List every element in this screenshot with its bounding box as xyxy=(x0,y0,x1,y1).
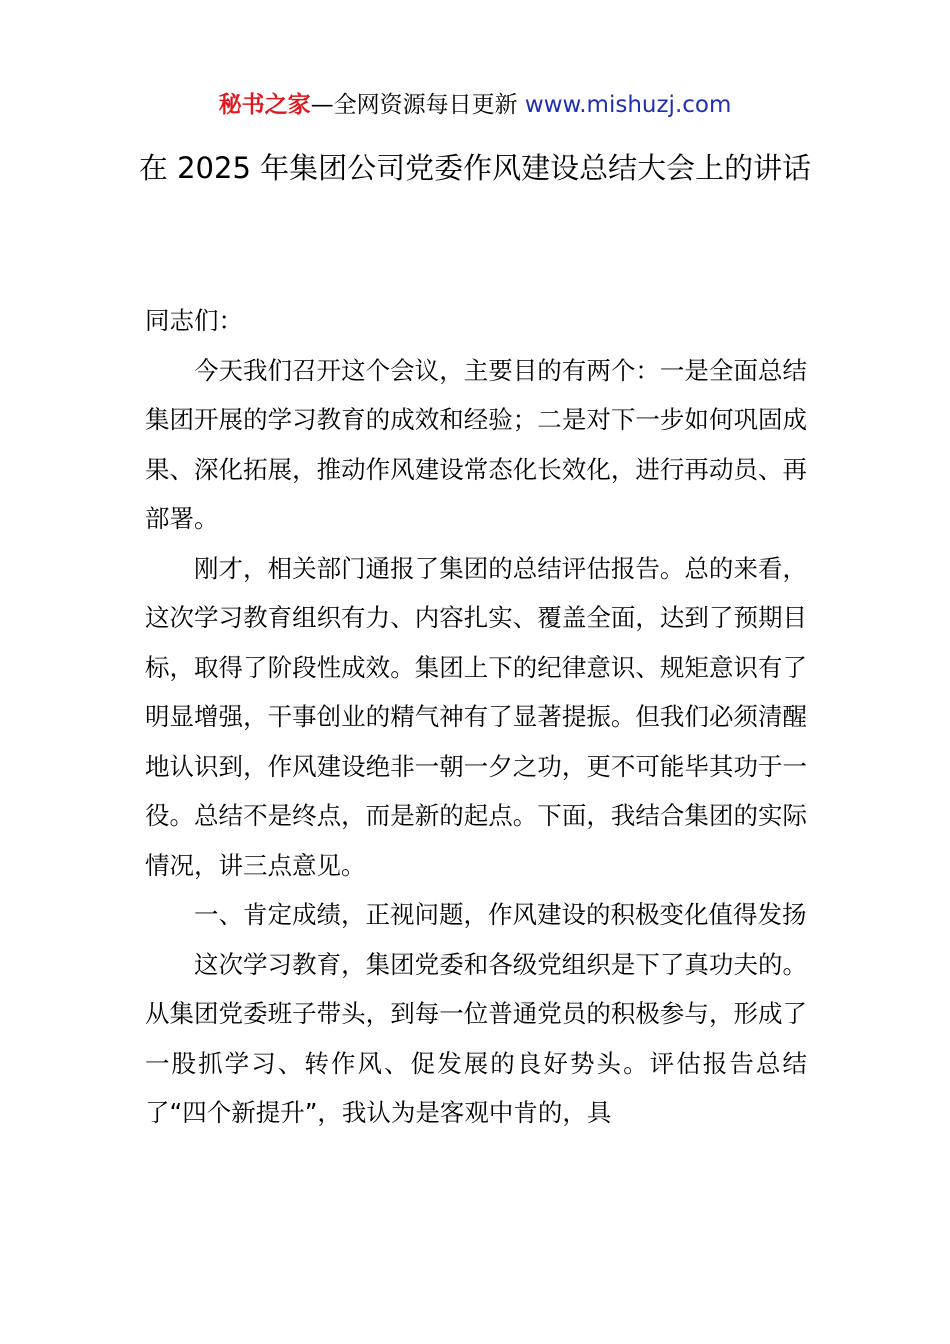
site-tagline: —全网资源每日更新 xyxy=(310,92,525,118)
salutation: 同志们： xyxy=(145,306,243,335)
section-heading-1: 一、肯定成绩，正视问题，作风建设的积极变化值得发扬 xyxy=(194,900,807,929)
site-url-link[interactable]: www.mishuzj.com xyxy=(524,92,732,118)
paragraph-3: 这次学习教育，集团党委和各级党组织是下了真功夫的。从集团党委班子带头，到每一位普通党员的积极参与，形成了一股抓学习、转作风、促发展的良好势头。评估报告总结了“四个新提升”，我认为是客观中肯的，具 xyxy=(145,949,807,1127)
paragraph-1: 今天我们召开这个会议，主要目的有两个：一是全面总结集团开展的学习教育的成效和经验；二是对下一步如何巩固成果、深化拓展，推动作风建设常态化长效化，进行再动员、再部署。 xyxy=(145,355,807,533)
document-title: 在 2025 年集团公司党委作风建设总结大会上的讲话 xyxy=(138,151,812,185)
site-brand: 秘书之家 xyxy=(218,92,311,118)
site-header xyxy=(0,88,950,122)
paragraph-2: 刚才，相关部门通报了集团的总结评估报告。总的来看，这次学习教育组织有力、内容扎实、覆盖全面，达到了预期目标，取得了阶段性成效。集团上下的纪律意识、规矩意识有了明显增强，干事创业的精气神有了显著提振。但我们必须清醒地认识到，作风建设绝非一朝一夕之功，更不可能毕其功于一役。总结不是终点，而是新的起点。下面，我结合集团的实际情况，讲三点意见。 xyxy=(145,553,807,880)
document-body xyxy=(145,296,807,1138)
